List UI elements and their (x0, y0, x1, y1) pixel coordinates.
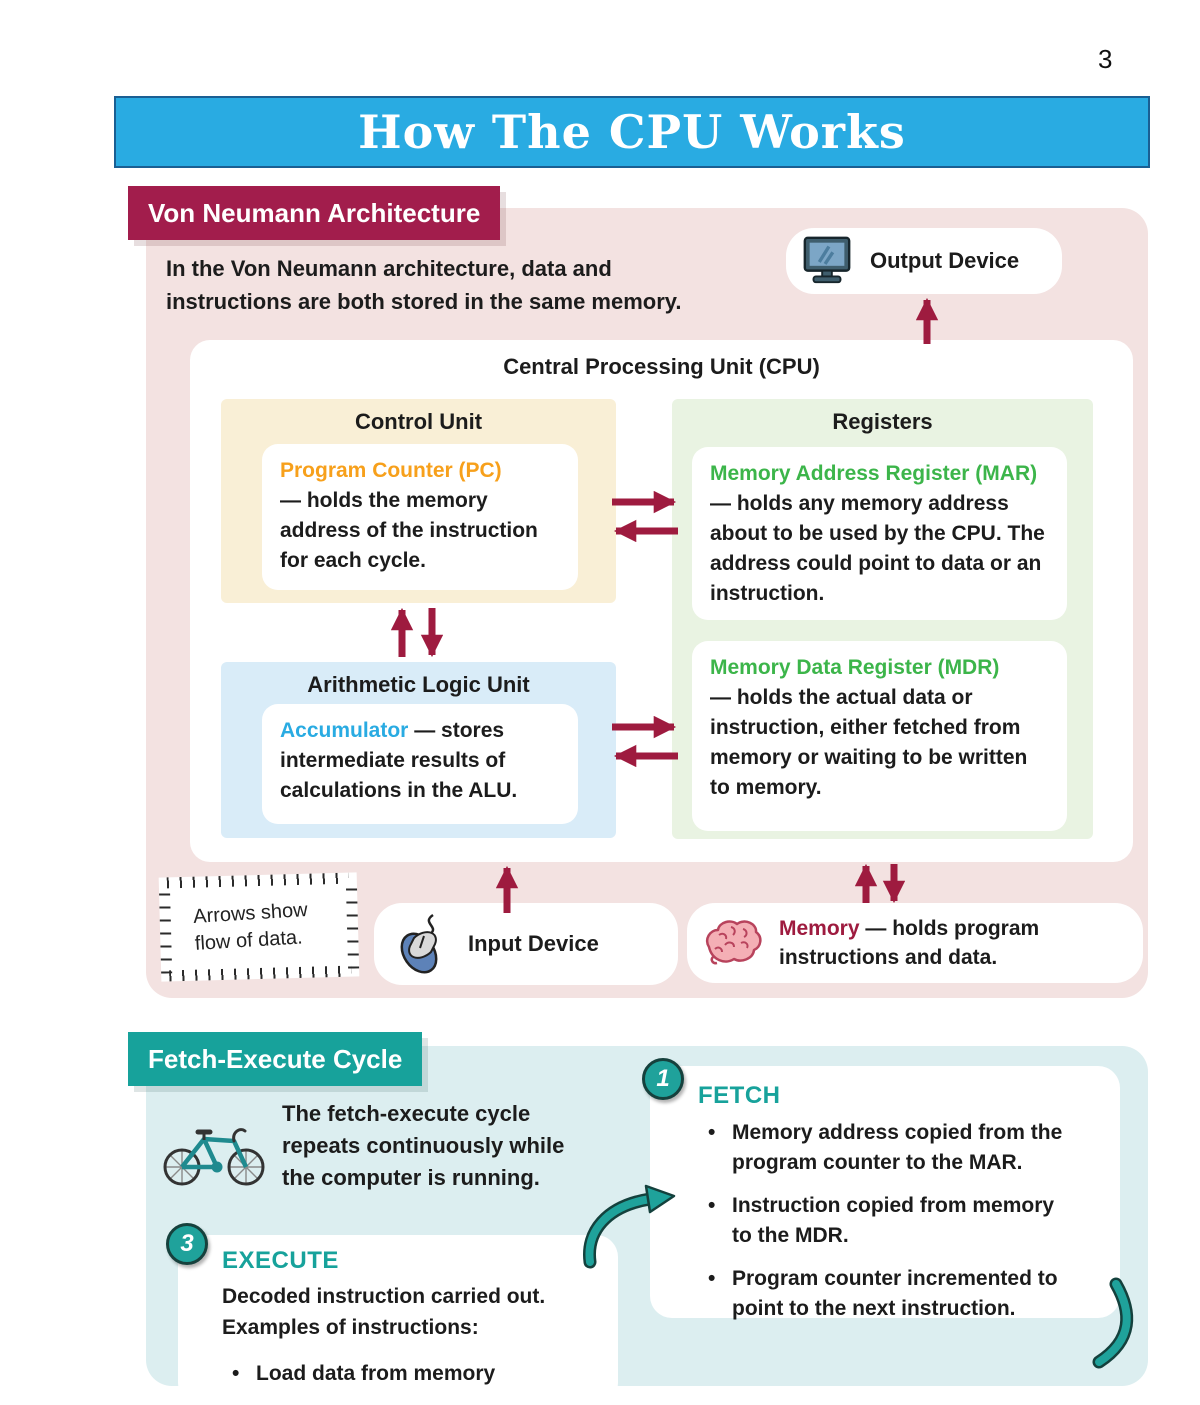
program-counter-card (262, 444, 578, 590)
mdr-card (692, 641, 1067, 831)
execute-title: EXECUTE (222, 1247, 339, 1274)
mar-desc: — holds any memory address about to be used by the CPU. The address could point to data or an instruction. (710, 492, 1045, 605)
cpu-title: Central Processing Unit (CPU) (503, 354, 820, 379)
mdr-term: Memory Data Register (MDR) (710, 656, 1000, 679)
fetch-bullet-1: • Memory address copied from the program counter to the MAR. (706, 1118, 1074, 1178)
accumulator-card (262, 704, 578, 824)
output-device-label: Output Device (870, 248, 1020, 273)
handwritten-note (159, 872, 360, 981)
note-border-ticks-right (346, 880, 359, 968)
fetch-bullet-list (706, 1118, 1074, 1324)
control-unit-title: Control Unit (354, 409, 483, 434)
input-device-box (374, 903, 678, 985)
memory-term: Memory (779, 917, 860, 940)
step-3-badge: 3 (166, 1223, 208, 1265)
program-counter-term: Program Counter (PC) (280, 459, 502, 482)
memory-text (779, 914, 1129, 972)
mar-term: Memory Address Register (MAR) (710, 462, 1038, 485)
mar-card (692, 447, 1067, 620)
monitor-icon (800, 234, 854, 288)
accumulator-term: Accumulator (280, 719, 409, 742)
execute-line-1: Decoded instruction carried out. (222, 1285, 546, 1308)
step-1-badge: 1 (642, 1058, 684, 1100)
fetch-execute-intro-text: The fetch-execute cycle repeats continuously while the computer is running. (282, 1101, 565, 1190)
page-title-banner (114, 96, 1150, 168)
execute-step-panel (178, 1235, 618, 1405)
execute-bullet-list (230, 1359, 598, 1389)
fetch-execute-section-label: Fetch-Execute Cycle (128, 1032, 422, 1086)
fetch-bullet-2: • Instruction copied from memory to the MDR. (706, 1191, 1074, 1251)
fetch-bullet-3: • Program counter incremented to point to the next instruction. (706, 1264, 1074, 1324)
note-text: Arrows show flow of data. (192, 899, 309, 955)
mdr-desc: — holds the actual data or instruction, either fetched from memory or waiting to be written to memory. (710, 686, 1028, 799)
registers-title: Registers (832, 409, 933, 434)
alu-title: Arithmetic Logic Unit (307, 672, 530, 697)
page-title: How The CPU Works (358, 105, 906, 159)
von-neumann-section-label: Von Neumann Architecture (128, 186, 500, 240)
execute-line-2: Examples of instructions: (222, 1316, 479, 1339)
note-border-ticks-left (159, 885, 172, 973)
memory-box (687, 903, 1143, 983)
accumulator-desc: — stores intermediate results of calculations in the ALU. (280, 719, 518, 802)
memory-desc: — holds program instructions and data. (779, 917, 1040, 969)
page-number: 3 (1098, 44, 1113, 74)
output-device-box (786, 228, 1062, 294)
brain-icon (701, 914, 765, 972)
fetch-step-panel (650, 1066, 1120, 1318)
von-neumann-intro-text: In the Von Neumann architecture, data and instructions are both stored in the same memory. (166, 256, 682, 314)
execute-bullet-1: • Load data from memory (230, 1359, 598, 1389)
input-device-label: Input Device (468, 931, 599, 956)
fetch-title: FETCH (698, 1082, 781, 1109)
mouse-icon (390, 912, 452, 976)
program-counter-desc: — holds the memory address of the instruction for each cycle. (280, 489, 538, 572)
